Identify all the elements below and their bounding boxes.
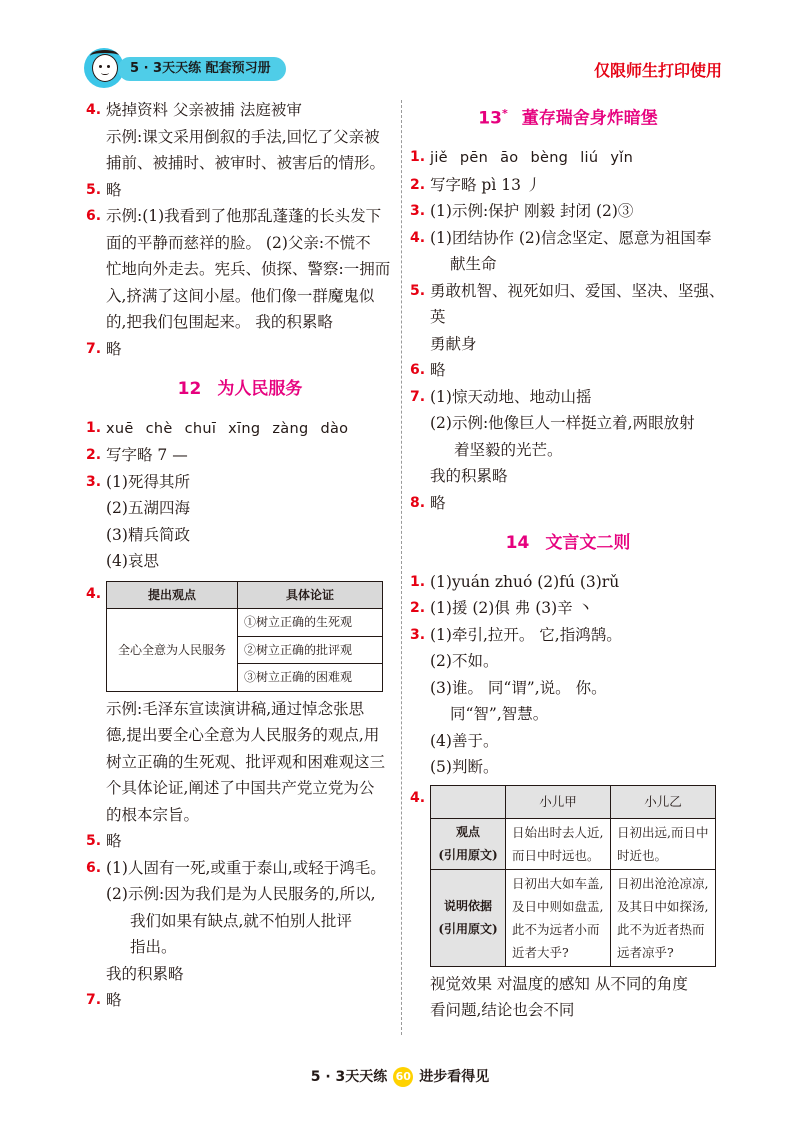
answer-item: 6. (1)人固有一死,或重于泰山,或轻于鸿毛。 <box>86 858 386 877</box>
answer-item: 3. (1)示例:保护 刚毅 封闭 (2)③ <box>410 202 634 221</box>
answer-item: 8. 略 <box>410 493 446 512</box>
answer-item: 5. 略 <box>86 180 122 199</box>
argument-table <box>106 581 383 692</box>
table-cell: 日初出大如车盖,及日中则如盘盂,此不为远者小而近者大乎? <box>506 869 611 966</box>
table-cell: 日初出远,而日中时近也。 <box>611 818 716 869</box>
table-cell: 日始出时去人近,而日中时远也。 <box>506 818 611 869</box>
answer-text: 树立正确的生死观、批评观和困难观这三 <box>106 752 386 771</box>
answer-text: 忙地向外走去。宪兵、侦探、警察:一拥而 <box>106 260 391 278</box>
answer-item: 5. 略 <box>86 832 122 850</box>
answer-item: 6. 示例:(1)我看到了他那乱蓬蓬的长头发下 <box>86 207 382 225</box>
answer-item: 7. 略 <box>86 339 122 358</box>
answer-text: 个具体论证,阐述了中国共产党立党为公 <box>106 779 375 797</box>
table-cell: ③树立正确的困难观 <box>238 664 383 692</box>
brand-label: 5 · 3天天练 配套预习册 <box>118 57 286 81</box>
answer-item: 1. (1)yuán zhuó (2)fú (3)rǔ <box>410 572 620 591</box>
answer-text: 的,把我们包围起来。 我的积累略 <box>106 313 333 331</box>
page-number: 60 <box>393 1067 413 1087</box>
table-header: 具体论证 <box>238 581 383 609</box>
answer-item: 4. 烧掉资料 父亲被捕 法庭被审 <box>86 101 302 119</box>
answer-text: 勇献身 <box>430 334 477 353</box>
answer-text: 入,挤满了这间小屋。他们像一群魔鬼似 <box>106 286 375 305</box>
answer-item: 4. 小儿甲 小儿乙 观点 (引用原文) 日始出时去人近,而日中时远也。 日初出远,而日中时近也。 说明依据 (引用原文) 日初出大如车盖,及日中则如盘盂,此不为远者小而近者大乎? 日初出沧沧凉凉,及其日中如探汤,此不为近者热而远者凉乎? <box>410 785 726 967</box>
left-column <box>86 97 394 1014</box>
pinyin-row: jiě pēn āo bèng liú yǐn <box>430 150 634 167</box>
answer-text: 示例:课文采用倒叙的手法,回忆了父亲被 <box>106 127 380 146</box>
footer-slogan: 进步看得见 <box>419 1069 490 1085</box>
answer-text: (2)五湖四海 <box>106 499 190 517</box>
answer-item: 2. 写字略 pì 13 丿 <box>410 175 542 194</box>
answer-text: (3)精兵简政 <box>106 525 190 544</box>
answer-text: (2)不如。 <box>430 652 499 671</box>
row-header: 观点 (引用原文) <box>431 818 506 869</box>
answer-item: 1. jiě pēn āo bèng liú yǐn <box>410 144 726 172</box>
answer-text: 献生命 <box>450 255 497 274</box>
answer-item: 1. xuē chè chuī xīng zàng dào <box>86 415 394 443</box>
page-header <box>0 0 800 100</box>
table-header: 提出观点 <box>107 581 238 609</box>
section-title-14: 14 文言文二则 <box>505 533 631 554</box>
answer-item: 4. (1)团结协作 (2)信念坚定、愿意为祖国奉 <box>410 228 712 247</box>
answer-item: 6. 略 <box>410 361 446 380</box>
answer-text: 的根本宗旨。 <box>106 805 200 824</box>
footer-brand: 5 · 3天天练 <box>310 1069 388 1085</box>
print-notice: 仅限师生打印使用 <box>593 61 722 80</box>
answer-text: 示例:毛泽东宣读演讲稿,通过悼念张思 <box>106 699 365 718</box>
table-header: 小儿乙 <box>611 785 716 818</box>
column-divider <box>401 100 402 1035</box>
answer-text: 我的积累略 <box>106 964 184 983</box>
table-cell: 全心全意为人民服务 <box>107 609 238 692</box>
answer-text: 面的平静而慈祥的脸。 (2)父亲:不慌不 <box>106 233 371 252</box>
answer-text: 德,提出要全心全意为人民服务的观点,用 <box>106 726 380 744</box>
answer-text: (2)示例:他像巨人一样挺立着,两眼放射 <box>430 414 695 433</box>
answer-text: 我们如果有缺点,就不怕别人批评 <box>130 911 352 930</box>
answer-text: 看问题,结论也会不同 <box>430 1001 575 1020</box>
right-column <box>410 97 726 1024</box>
answer-item: 3. (1)牵引,拉开。 它,指鸿鹄。 <box>410 625 622 644</box>
section-title-13: 13* 董存瑞舍身炸暗堡 <box>478 107 658 129</box>
table-cell: ①树立正确的生死观 <box>238 609 383 637</box>
answer-text: 着坚毅的光芒。 <box>454 440 563 459</box>
comparison-table <box>430 785 716 967</box>
answer-text: 捕前、被捕时、被审时、被害后的情形。 <box>106 154 386 172</box>
section-title-12: 12 为人民服务 <box>177 379 303 399</box>
answer-text: (3)谁。 同“谓”,说。 你。 <box>430 678 607 697</box>
answer-text: 视觉效果 对温度的感知 从不同的角度 <box>430 974 688 993</box>
pinyin-row: xuē chè chuī xīng zàng dào <box>106 420 349 437</box>
answer-text: 我的积累略 <box>430 467 508 486</box>
row-header: 说明依据 (引用原文) <box>431 869 506 966</box>
answer-text: (4)哀思 <box>106 552 159 570</box>
answer-text: 同“智”,智慧。 <box>450 705 549 724</box>
answer-text: (4)善于。 <box>430 731 499 750</box>
answer-item: 5. 勇敢机智、视死如归、爱国、坚决、坚强、英 <box>410 281 725 327</box>
table-cell: ②树立正确的批评观 <box>238 636 383 664</box>
answer-item: 4. 提出观点 具体论证 全心全意为人民服务 ①树立正确的生死观 ②树立正确的批评观 ③树立正确的困难观 <box>86 581 394 692</box>
answer-item: 3. (1)死得其所 <box>86 472 190 491</box>
answer-item: 2. (1)援 (2)俱 弗 (3)辛 丶 <box>410 599 594 618</box>
answer-item: 7. 略 <box>86 991 122 1009</box>
table-cell: 日初出沧沧凉凉,及其日中如探汤,此不为近者热而远者凉乎? <box>611 869 716 966</box>
answer-text: (5)判断。 <box>430 758 499 777</box>
answer-text: 指出。 <box>130 938 177 956</box>
answer-item: 7. (1)惊天动地、地动山摇 <box>410 387 592 406</box>
page-footer <box>0 1066 800 1087</box>
table-header: 小儿甲 <box>506 785 611 818</box>
answer-text: (2)示例:因为我们是为人民服务的,所以, <box>106 885 376 903</box>
answer-item: 2. 写字略 7 — <box>86 446 188 464</box>
table-header <box>431 785 506 818</box>
